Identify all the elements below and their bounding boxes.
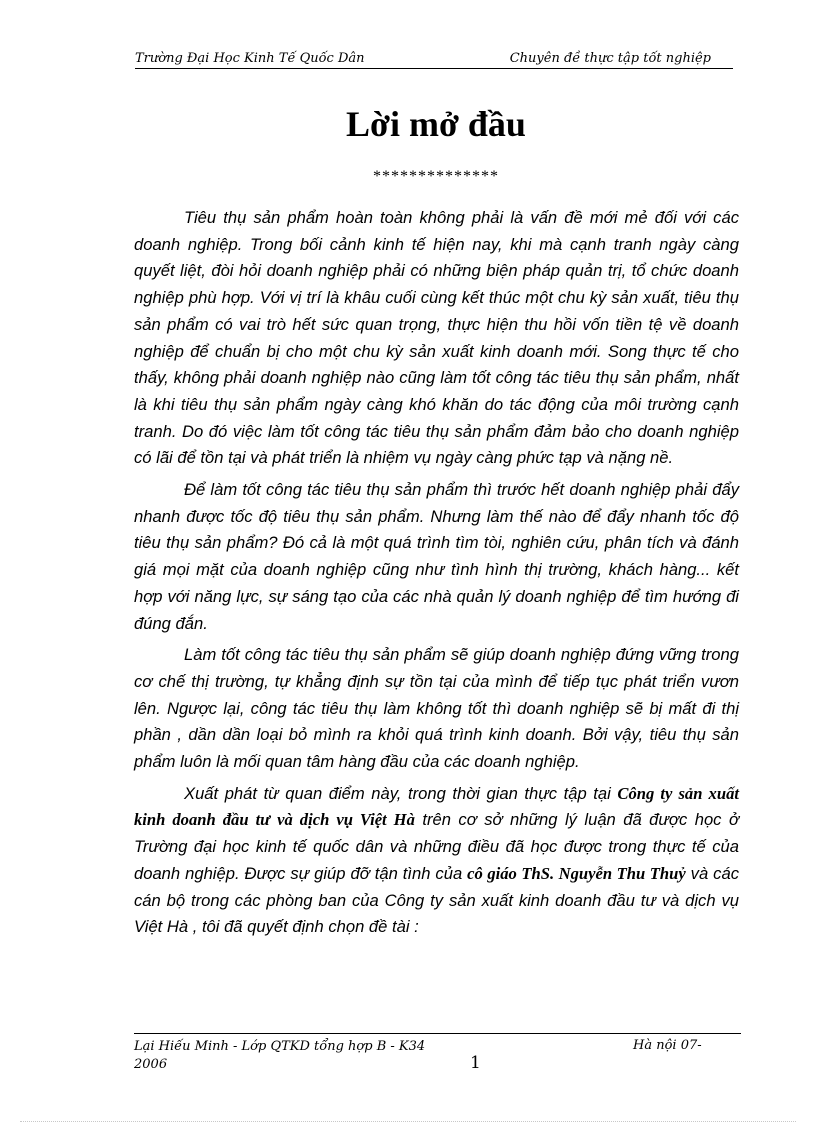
page-number: 1 xyxy=(470,1053,481,1073)
paragraph-2: Để làm tốt công tác tiêu thụ sản phẩm thì trước hết doanh nghiệp phải đẩy nhanh được tốc độ tiêu thụ sản phẩm. Nhưng làm thế nào để đẩy nhanh tốc độ tiêu thụ sản phẩm? Đó cả là một quá trình tìm tòi, nghiên cứu, phân tích và đánh giá mọi mặt của doanh nghiệp cũng như tình hình thị trường, khách hàng... kết hợp với năng lực, sự sáng tạo của các nhà quản lý doanh nghiệp để tìm hướng đi đúng đắn. xyxy=(134,480,739,633)
footer-date: Hà nội 07- xyxy=(633,1038,702,1053)
footer-divider xyxy=(134,1033,741,1034)
title-separator: ************** xyxy=(373,168,499,185)
paragraph-1: Tiêu thụ sản phẩm hoàn toàn không phải là vấn đề mới mẻ đối với các doanh nghiệp. Trong bối cảnh kinh tế hiện nay, khi mà cạnh tranh ngày càng quyết liệt, đòi hỏi doanh nghiệp phải có những biện pháp quản trị, tổ chức doanh nghiệp phù hợp. Với vị trí là khâu cuối cùng kết thúc một chu kỳ sản xuất, tiêu thụ sản phẩm có vai trò hết sức quan trọng, thực hiện thu hồi vốn tiền tệ về doanh nghiệp để chuẩn bị cho một chu kỳ sản xuất kinh doanh mới. Song thực tế cho thấy, không phải doanh nghiệp nào cũng làm tốt công tác tiêu thụ sản phẩm, nhất là khi tiêu thụ sản phẩm ngày càng khó khăn do tác động của môi trường cạnh tranh. Do đó việc làm tốt công tác tiêu thụ sản phẩm đảm bảo cho doanh nghiệp có lãi để tồn tại và phát triển là nhiệm vụ ngày càng phức tạp và nặng nề. xyxy=(134,208,739,468)
document-body xyxy=(134,205,739,946)
paragraph-4-text-3: và các cán bộ trong các phòng ban của Công ty sản xuất kinh doanh đầu tư và dịch vụ Việt Hà , tôi đã quyết định chọn đề tài : xyxy=(134,863,739,937)
header-report-title: Chuyên đề thực tập tốt nghiệp xyxy=(509,51,711,66)
page-header xyxy=(135,50,733,69)
page-title: Lời mở đầu xyxy=(346,104,526,144)
footer-author: Lại Hiếu Minh - Lớp QTKD tổng hợp B - K34 2006 xyxy=(134,1039,426,1072)
paragraph-4 xyxy=(134,781,739,941)
supervisor-name: cô giáo ThS. Nguyễn Thu Thuỷ xyxy=(467,863,686,883)
page-bottom-edge xyxy=(20,1121,796,1122)
paragraph-4-text-2: trên cơ sở những lý luận đã được học ở Trường đại học kinh tế quốc dân và những điều đã học được trong thực tế của doanh nghiệp. Được sự giúp đỡ tận tình của xyxy=(134,810,739,883)
paragraph-4-text-1: Xuất phát từ quan điểm này, trong thời gian thực tập tại xyxy=(184,783,618,803)
company-name: Công ty sản xuất kinh doanh đầu tư và dịch vụ Việt Hà xyxy=(134,783,739,830)
header-school: Trường Đại Học Kinh Tế Quốc Dân xyxy=(135,51,365,66)
paragraph-3: Làm tốt công tác tiêu thụ sản phẩm sẽ giúp doanh nghiệp đứng vững trong cơ chế thị trường, tự khẳng định sự tồn tại của mình để tiếp tục phát triển vươn lên. Ngược lại, công tác tiêu thụ làm không tốt thì doanh nghiệp sẽ bị mất đi thị phần , dần dần loại bỏ mình ra khỏi quá trình kinh doanh. Bởi vậy, tiêu thụ sản phẩm luôn là mối quan tâm hàng đầu của các doanh nghiệp. xyxy=(134,645,739,772)
